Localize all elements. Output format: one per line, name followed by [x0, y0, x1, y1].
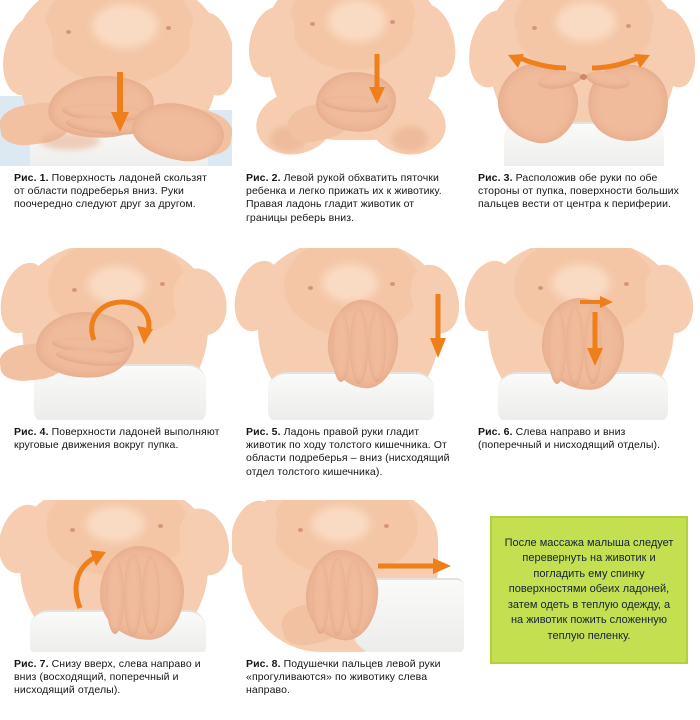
- arrow-circular-icon: [84, 296, 156, 362]
- chest-highlight: [312, 506, 370, 542]
- nipple: [310, 22, 315, 26]
- adult-finger: [124, 554, 142, 636]
- caption-2: [232, 166, 464, 225]
- caption-8: [232, 652, 464, 698]
- adult-finger: [142, 556, 160, 634]
- navel: [580, 74, 587, 80]
- nipple: [532, 26, 537, 30]
- caption-text: Поверхность ладоней скользят от области подреберья вниз. Руки поочередно следуют друг за другом.: [14, 172, 207, 211]
- caption-label: Рис. 6.: [478, 426, 513, 438]
- nipple: [624, 282, 629, 286]
- nipple: [308, 286, 313, 290]
- nipple: [160, 282, 165, 286]
- caption-text: Ладонь правой руки гладит животик по ходу толстого кишечника. От области подреберья – вниз (нисходящий отдел толстого кишечника).: [246, 426, 450, 478]
- figure-image-8: [232, 500, 464, 652]
- adult-finger: [566, 306, 584, 386]
- figure-image-7: [0, 500, 232, 652]
- nipple: [70, 528, 75, 532]
- nipple: [384, 524, 389, 528]
- adult-finger: [548, 310, 566, 384]
- adult-finger: [350, 308, 368, 384]
- figure-cell-1: [0, 0, 232, 248]
- chest-highlight: [556, 2, 616, 42]
- nipple: [298, 528, 303, 532]
- arrow-left-icon: [508, 54, 566, 76]
- caption-6: [464, 420, 700, 452]
- caption-text: Подушечки пальцев левой руки «прогуливаются» по животику слева направо.: [246, 658, 441, 697]
- figure-image-6: [464, 248, 700, 420]
- adult-finger: [312, 562, 329, 634]
- baby-illustration-4: [0, 248, 232, 420]
- nipple: [390, 282, 395, 286]
- baby-illustration-6: [464, 248, 700, 420]
- baby-illustration-2: [232, 0, 464, 166]
- nipple: [390, 20, 395, 24]
- nipple: [538, 286, 543, 290]
- arrow-down-icon: [110, 72, 130, 134]
- nipple: [158, 524, 163, 528]
- caption-label: Рис. 1.: [14, 172, 49, 184]
- shadow: [40, 132, 100, 150]
- caption-label: Рис. 7.: [14, 658, 49, 670]
- arrow-right-icon: [592, 54, 650, 76]
- summary-note-text: После массажа малыша следует перевернуть на животик и погладить ему спинку поверхностями обеих ладоней, затем одеть в теплую одежду, а на животик пожить сложенную теплую пеленку.: [504, 536, 674, 642]
- caption-text: Левой рукой обхватить пяточки ребенка и легко прижать их к животику. Правая ладонь гладит животик от границы реберь вниз.: [246, 172, 442, 224]
- caption-label: Рис. 5.: [246, 426, 281, 438]
- caption-4: [0, 420, 232, 452]
- figure-cell-7: [0, 500, 232, 720]
- chest-highlight: [322, 264, 378, 302]
- chest-highlight: [86, 506, 144, 542]
- summary-note: [490, 516, 688, 664]
- arrow-right-short-icon: [580, 294, 614, 310]
- caption-label: Рис. 2.: [246, 172, 281, 184]
- adult-finger: [368, 310, 386, 382]
- arrow-right-icon: [378, 556, 452, 576]
- baby-illustration-5: [232, 248, 464, 420]
- figure-cell-2: [232, 0, 464, 248]
- caption-7: [0, 652, 232, 698]
- caption-1: [0, 166, 232, 212]
- adult-finger: [332, 312, 350, 382]
- arrow-down-icon: [586, 312, 604, 368]
- figure-cell-8: [232, 500, 464, 720]
- nipple: [626, 24, 631, 28]
- baby-illustration-1: [0, 0, 232, 166]
- adult-finger: [346, 560, 363, 634]
- caption-label: Рис. 8.: [246, 658, 281, 670]
- baby-illustration-8: [232, 500, 464, 652]
- figure-image-4: [0, 248, 232, 420]
- figure-image-5: [232, 248, 464, 420]
- figure-cell-3: [464, 0, 700, 248]
- caption-text: Слева направо и вниз (поперечный и нисходящий отделы).: [478, 426, 661, 452]
- caption-5: [232, 420, 464, 479]
- figure-image-2: [232, 0, 464, 166]
- arrow-down-icon: [368, 54, 386, 106]
- baby-illustration-3: [464, 0, 700, 166]
- figure-cell-6: [464, 248, 700, 500]
- chest-highlight: [328, 0, 386, 42]
- nipple: [66, 30, 71, 34]
- arrow-curved-up-icon: [66, 542, 110, 610]
- caption-text: Снизу вверх, слева направо и вниз (восходящий, поперечный и нисходящий отделы).: [14, 658, 201, 697]
- baby-illustration-7: [0, 500, 232, 652]
- figure-cell-4: [0, 248, 232, 500]
- adult-finger: [329, 558, 346, 636]
- figure-cell-5: [232, 248, 464, 500]
- caption-text: Поверхности ладоней выполняют круговые движения вокруг пупка.: [14, 426, 220, 452]
- caption-text: Расположив обе руки по обе стороны от пупка, поверхности больших пальцев вести от центра к периферии.: [478, 172, 679, 211]
- caption-label: Рис. 3.: [478, 172, 513, 184]
- figure-image-3: [464, 0, 700, 166]
- caption-label: Рис. 4.: [14, 426, 49, 438]
- figure-image-1: [0, 0, 232, 166]
- foot-shadow: [392, 126, 428, 152]
- caption-3: [464, 166, 700, 212]
- chest-highlight: [92, 4, 158, 48]
- nipple: [72, 288, 77, 292]
- nipple: [166, 26, 171, 30]
- arrow-down-icon: [428, 294, 448, 360]
